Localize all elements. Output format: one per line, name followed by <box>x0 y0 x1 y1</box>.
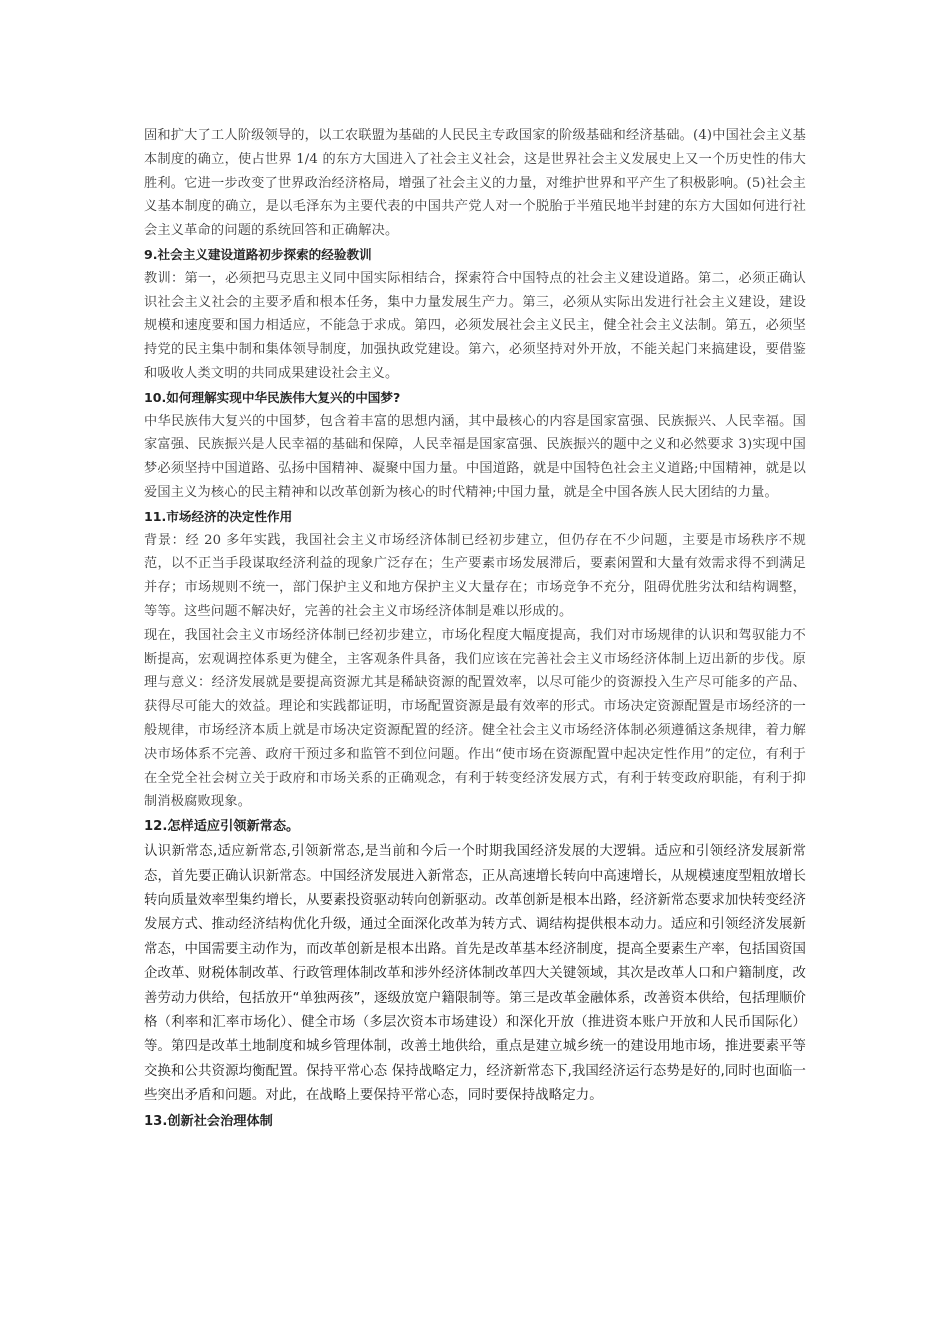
paragraph-section-12: 认识新常态,适应新常态,引领新常态,是当前和今后一个时期我国经济发展的大逻辑。适应和引领经济发展新常态，首先要正确认识新常态。中国经济发展进入新常态，正从高速增长转向中高速增长，从规模速度型粗放增长转向质量效率型集约增长，从要素投资驱动转向创新驱动。改革创新是根本出路，经济新常态要求加快转变经济发展方式、推动经济结构优化升级，通过全面深化改革为转方式、调结构提供根本动力。适应和引领经济发展新常态，中国需要主动作为，而改革创新是根本出路。首先是改革基本经济制度，提高全要素生产率，包括国资国企改革、财税体制改革、行政管理体制改革和涉外经济体制改革四大关键领域，其次是改革人口和户籍制度，改善劳动力供给，包括放开“单独两孩”，逐级放宽户籍限制等。第三是改革金融体系，改善资本供给，包括理顺价格（利率和汇率市场化）、健全市场（多层次资本市场建设）和深化开放（推进资本账户开放和人民币国际化）等。第四是改革土地制度和城乡管理体制，改善土地供给，重点是建立城乡统一的建设用地市场，推进要素平等交换和公共资源均衡配置。保持平常心态 保持战略定力，经济新常态下,我国经济运行态势是好的,同时也面临一些突出矛盾和问题。对此，在战略上要保持平常心态，同时要保持战略定力。 <box>144 844 806 1104</box>
paragraph-section-11-background: 背景：经 20 多年实践，我国社会主义市场经济体制已经初步建立，但仍存在不少问题，主要是市场秩序不规范，以不正当手段谋取经济利益的现象广泛存在；生产要素市场发展滞后，要素闲置和大量有效需求得不到满足并存；市场规则不统一，部门保护主义和地方保护主义大量存在；市场竞争不充分，阻碍优胜劣汰和结构调整，等等。这些问题不解决好，完善的社会主义市场经济体制是难以形成的。 <box>144 532 806 619</box>
document-page <box>144 124 806 1135</box>
paragraph-section-11-principle: 现在，我国社会主义市场经济体制已经初步建立，市场化程度大幅度提高，我们对市场规律的认识和驾驭能力不断提高，宏观调控体系更为健全，主客观条件具备，我们应该在完善社会主义市场经济体制上迈出新的步伐。原理与意义：经济发展就是要提高资源尤其是稀缺资源的配置效率，以尽可能少的资源投入生产尽可能多的产品、获得尽可能大的效益。理论和实践都证明，市场配置资源是最有效率的形式。市场决定资源配置是市场经济的一般规律，市场经济本质上就是市场决定资源配置的经济。健全社会主义市场经济体制必须遵循这条规律，着力解决市场体系不完善、政府干预过多和监管不到位问题。作出“使市场在资源配置中起决定性作用”的定位，有利于在全党全社会树立关于政府和市场关系的正确观念，有利于转变经济发展方式，有利于转变政府职能，有利于抑制消极腐败现象。 <box>144 627 806 810</box>
heading-section-12: 12.怎样适应引领新常态。 <box>144 819 300 835</box>
heading-section-9: 9.社会主义建设道路初步探索的经验教训 <box>144 246 372 262</box>
paragraph-section-10: 中华民族伟大复兴的中国梦，包含着丰富的思想内涵，其中最核心的内容是国家富强、民族振兴、人民幸福。国家富强、民族振兴是人民幸福的基础和保障，人民幸福是国家富强、民族振兴的题中之义和必然要求 3)实现中国梦必须坚持中国道路、弘扬中国精神、凝聚中国力量。中国道路，就是中国特色社会主义道路;中国精神，就是以爱国主义为核心的民主精神和以改革创新为核心的时代精神;中国力量，就是全中国各族人民大团结的力量。 <box>144 413 806 500</box>
heading-section-13: 13.创新社会治理体制 <box>144 1113 273 1129</box>
paragraph-section-9: 教训：第一，必须把马克思主义同中国实际相结合，探索符合中国特点的社会主义建设道路。第二，必须正确认识社会主义社会的主要矛盾和根本任务，集中力量发展生产力。第三，必须从实际出发进行社会主义建设，建设规模和速度要和国力相适应，不能急于求成。第四，必须发展社会主义民主，健全社会主义法制。第五，必须坚持党的民主集中制和集体领导制度，加强执政党建设。第六，必须坚持对外开放，不能关起门来搞建设，要借鉴和吸收人类文明的共同成果建设社会主义。 <box>144 270 806 381</box>
heading-section-11: 11.市场经济的决定性作用 <box>144 508 293 524</box>
heading-section-10: 10.如何理解实现中华民族伟大复兴的中国梦? <box>144 389 401 405</box>
paragraph-intro: 固和扩大了工人阶级领导的，以工农联盟为基础的人民民主专政国家的阶级基础和经济基础。(4)中国社会主义基本制度的确立，使占世界 1/4 的东方大国进入了社会主义社会，这是世界社会主义发展史上又一个历史性的伟大胜利。它进一步改变了世界政治经济格局，增强了社会主义的力量，对维护世界和平产生了积极影响。(5)社会主义基本制度的确立，是以毛泽东为主要代表的中国共产党人对一个脱胎于半殖民地半封建的东方大国如何进行社会主义革命的问题的系统回答和正确解决。 <box>144 128 806 239</box>
